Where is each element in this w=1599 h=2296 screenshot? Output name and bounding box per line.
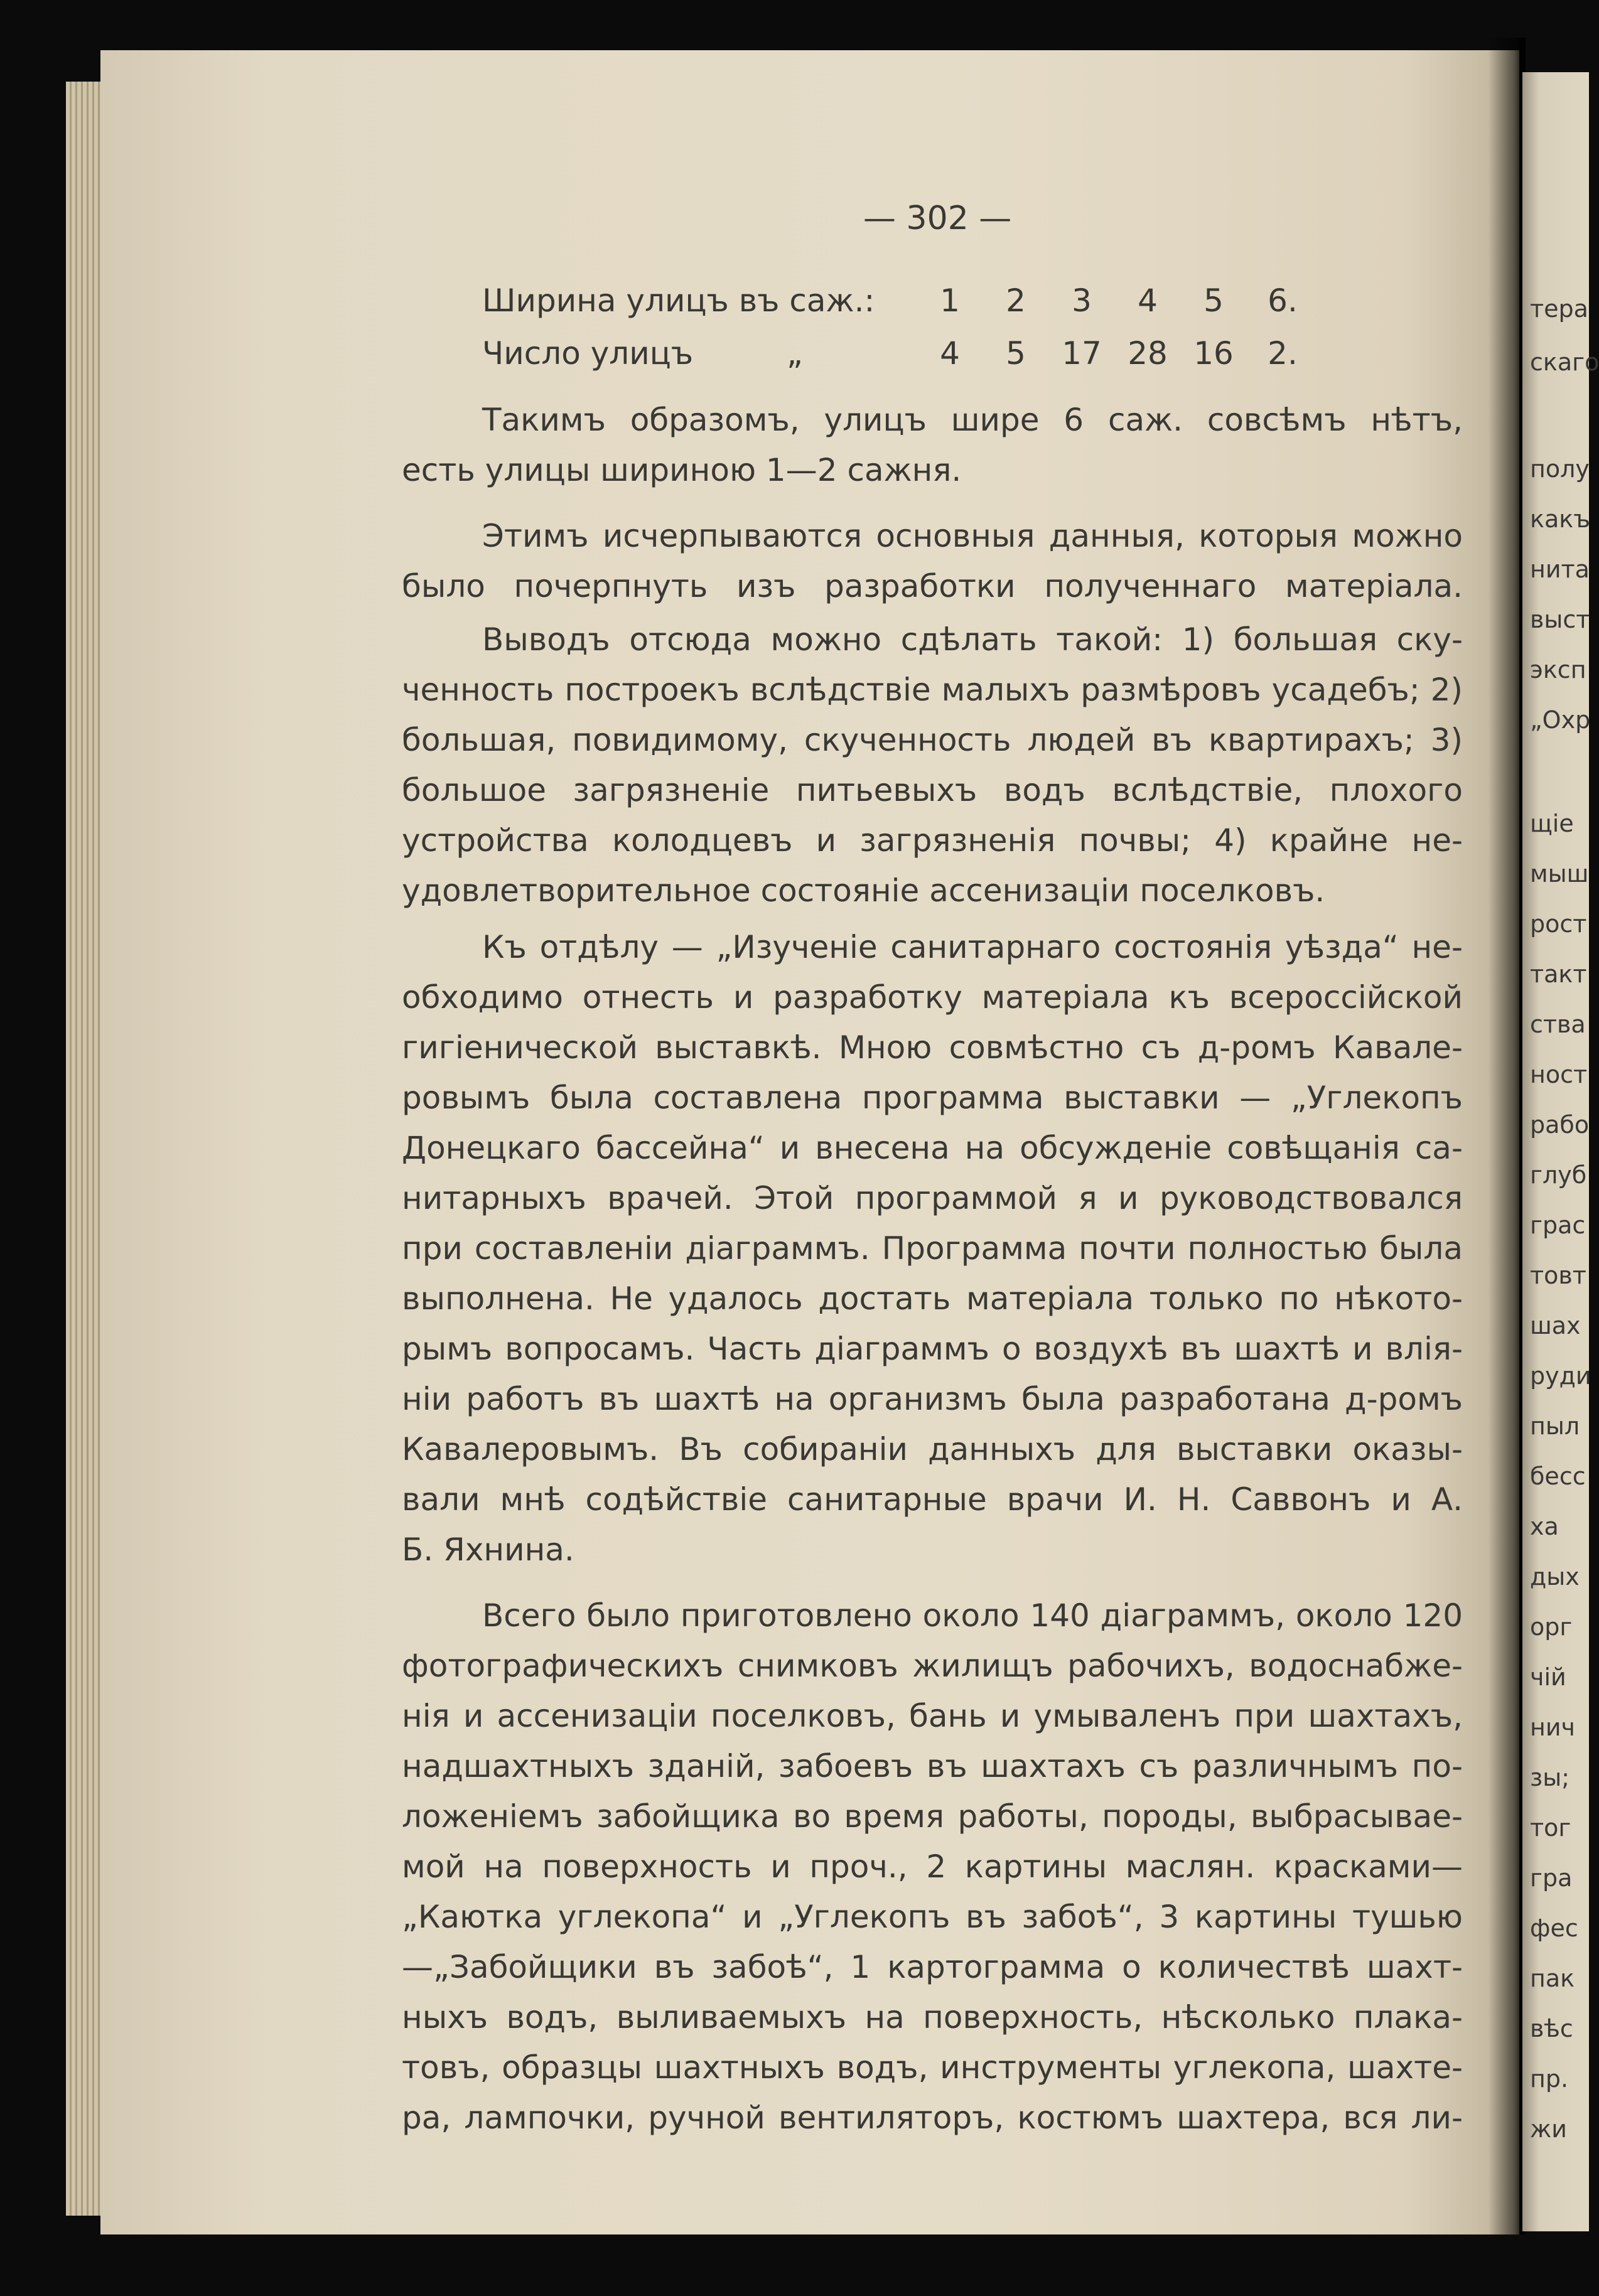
book-gutter [1488,38,1526,2234]
adjacent-page-fragment: дых [1530,1563,1580,1591]
text-line: рымъ вопросамъ. Часть діаграммъ о воздухѣ въ шахтѣ и влія- [402,1331,1463,1367]
adjacent-page [1522,72,1599,2231]
text-line: ченность построекъ вслѣдствіе малыхъ размѣровъ усадебъ; 2) [402,672,1463,708]
adjacent-page-fragment: эксп [1530,656,1586,684]
table-row-label: Ширина улицъ въ саж.: [482,282,875,319]
text-line: фотографическихъ снимковъ жилищъ рабочихъ, водоснабже- [402,1648,1463,1684]
adjacent-page-fragment: пр. [1530,2065,1569,2093]
text-line: устройства колодцевъ и загрязненія почвы; 4) крайне не- [402,822,1463,859]
adjacent-page-fragment: фес [1530,1914,1578,1942]
table-cell: 3 [1072,282,1092,319]
text-line: ныхъ водъ, выливаемыхъ на поверхность, нѣсколько плака- [402,1999,1463,2036]
adjacent-page-fragment: ност [1530,1061,1588,1088]
text-line: гигіенической выставкѣ. Мною совмѣстно съ д-ромъ Кавале- [402,1029,1463,1066]
adjacent-page-fragment: пыл [1530,1412,1580,1440]
text-line: выполнена. Не удалось достать матеріала только по нѣкото- [402,1280,1463,1317]
adjacent-page-fragment: товт [1530,1262,1586,1289]
adjacent-page-fragment: „Охр [1530,706,1591,734]
text-line: нитарныхъ врачей. Этой программой я и руководствовался [402,1180,1463,1216]
ditto-mark: „ [787,335,803,372]
text-line: Донецкаго бассейна“ и внесена на обсужденіе совѣщанія са- [402,1130,1463,1166]
adjacent-page-fragment: тог [1530,1814,1571,1842]
table-cell: 2. [1268,335,1298,372]
text-line: Б. Яхнина. [402,1532,574,1568]
table-row [482,282,1361,335]
text-line: большое загрязненіе питьевыхъ водъ вслѣдствіе, плохого [402,772,1463,808]
adjacent-page-fragment: вѣс [1530,2015,1573,2042]
adjacent-page-fragment: мыш [1530,860,1589,888]
text-line: Такимъ образомъ, улицъ шире 6 саж. совсѣмъ нѣтъ, [482,402,1463,438]
adjacent-page-fragment: орг [1530,1613,1573,1641]
adjacent-page-fragment: грас [1530,1211,1586,1239]
text-line: надшахтныхъ зданій, забоевъ въ шахтахъ съ различнымъ по- [402,1748,1463,1784]
adjacent-page-fragment: пак [1530,1965,1575,1992]
text-line: —„Забойщики въ забоѣ“, 1 картограмма о количествѣ шахт- [402,1949,1463,1985]
table-cell: 6. [1268,282,1298,319]
text-line: Кавалеровымъ. Въ собираніи данныхъ для выставки оказы- [402,1431,1463,1467]
text-line: вали мнѣ содѣйствіе санитарные врачи И. Н. Саввонъ и А. [402,1481,1463,1518]
text-line: при составленіи діаграммъ. Программа почти полностью была [402,1230,1463,1267]
adjacent-page-fragment: выст [1530,606,1590,633]
adjacent-page-fragment: ства [1530,1011,1586,1038]
adjacent-page-fragment: зы; [1530,1764,1570,1791]
table-cell: 5 [1203,282,1224,319]
text-line: Къ отдѣлу — „Изученіе санитарнаго состоянія уѣзда“ не- [482,929,1463,965]
adjacent-page-fragment: чій [1530,1663,1566,1691]
street-width-table [482,282,1361,388]
table-cell: 17 [1062,335,1102,372]
text-line: ніи работъ въ шахтѣ на организмъ была разработана д-ромъ [402,1381,1463,1417]
adjacent-page-fragment: тера [1530,295,1588,323]
text-line: большая, повидимому, скученность людей въ квартирахъ; 3) [402,722,1463,758]
adjacent-page-fragment: рабо [1530,1111,1590,1139]
text-line: Этимъ исчерпываются основныя данныя, которыя можно [482,518,1463,554]
text-line: „Каютка углекопа“ и „Углекопъ въ забоѣ“, 3 картины тушью [402,1899,1463,1935]
text-line: ровымъ была составлена программа выставки — „Углекопъ [402,1080,1463,1116]
text-line: есть улицы шириною 1—2 сажня. [402,452,962,488]
table-cell: 2 [1006,282,1026,319]
text-line: Всего было приготовлено около 140 діаграммъ, около 120 [482,1597,1463,1634]
table-cell: 28 [1128,335,1168,372]
adjacent-page-fragment: бесс [1530,1462,1586,1490]
text-line: обходимо отнесть и разработку матеріала къ всероссійской [402,979,1463,1016]
adjacent-page-fragment: нита [1530,555,1590,583]
text-line: ложеніемъ забойщика во время работы, породы, выбрасывае- [402,1798,1463,1835]
adjacent-page-fragment: какъ [1530,505,1591,533]
adjacent-page-fragment: шах [1530,1312,1581,1339]
text-line: мой на поверхность и проч., 2 картины маслян. красками— [402,1848,1463,1885]
table-row [482,335,1361,388]
table-cell: 16 [1193,335,1234,372]
adjacent-page-fragment: рост [1530,910,1587,938]
text-line: ра, лампочки, ручной вентиляторъ, костюмъ шахтера, вся ли- [402,2100,1463,2136]
adjacent-page-fragment: руди [1530,1362,1591,1390]
adjacent-page-fragment: скаго [1530,348,1599,376]
text-line: нія и ассенизаціи поселковъ, бань и умываленъ при шахтахъ, [402,1698,1463,1734]
text-line: было почерпнуть изъ разработки полученнаго матеріала. [402,568,1463,604]
text-line: Выводъ отсюда можно сдѣлать такой: 1) большая ску- [482,621,1463,658]
text-line: удовлетворительное состояніе ассенизаціи поселковъ. [402,872,1325,909]
page-number: — 302 — [863,200,1012,237]
adjacent-page-fragment: жи [1530,2115,1567,2143]
table-cell: 4 [1138,282,1158,319]
adjacent-page-fragment: глуб [1530,1161,1587,1189]
adjacent-page-fragment: ха [1530,1513,1559,1540]
table-cell: 4 [940,335,960,372]
table-cell: 5 [1006,335,1026,372]
table-row-label: Число улицъ [482,335,694,372]
adjacent-page-fragment: полу [1530,455,1590,483]
adjacent-page-fragment: гра [1530,1864,1573,1892]
adjacent-page-fragment: нич [1530,1714,1575,1741]
adjacent-page-fragment: щіе [1530,810,1574,837]
text-line: товъ, образцы шахтныхъ водъ, инструменты углекопа, шахте- [402,2049,1463,2086]
table-cell: 1 [940,282,960,319]
adjacent-page-fragment: такт [1530,960,1587,988]
